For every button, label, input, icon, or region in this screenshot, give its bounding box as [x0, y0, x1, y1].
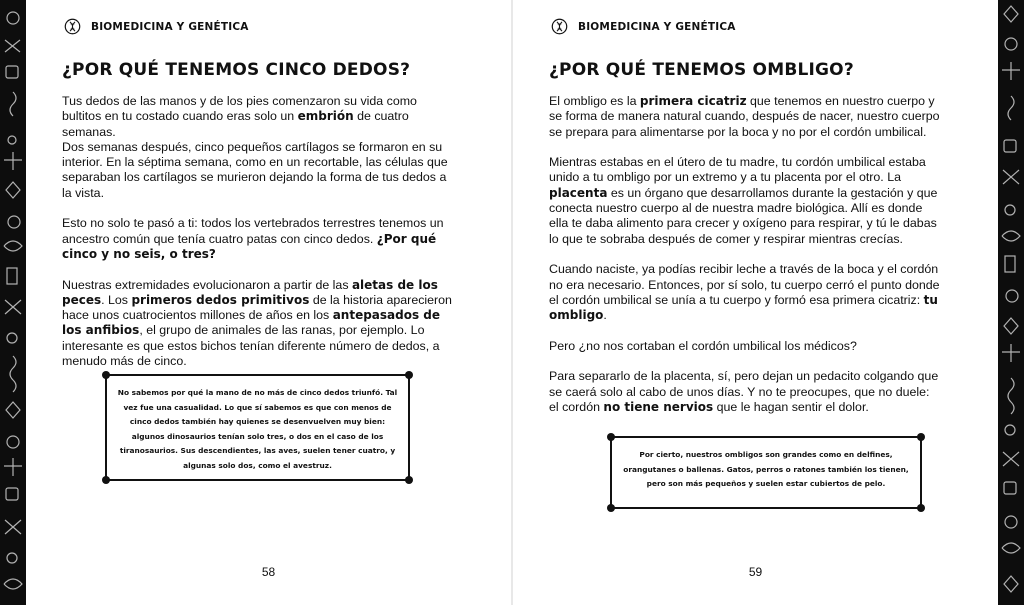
corner-dot: [405, 371, 413, 379]
doodle-pattern-icon: [998, 0, 1024, 605]
info-box-text: No sabemos por qué la mano de no más de cinco dedos triunfó. Tal vez fue una casualidad. Lo que sí sabemos es que con menos de cinco dedos también hay quienes se desenvuelven muy bien: algunos dinosaurios tenían solo tres, o dos en el caso de los tiranosaurios. Sus descendientes, las aves, suelen tener cuatro, y algunas solo dos, como el avestruz.: [117, 388, 398, 470]
page-number: 58: [261, 565, 276, 579]
section-title: BIOMEDICINA Y GENÉTICA: [578, 20, 736, 33]
corner-dot: [607, 504, 615, 512]
left-page: [26, 0, 511, 605]
doodle-pattern-icon: [0, 0, 26, 605]
page-heading: ¿POR QUÉ TENEMOS CINCO DEDOS?: [62, 60, 411, 80]
dna-circle-icon: [64, 18, 81, 35]
corner-dot: [917, 433, 925, 441]
paragraph: Tus dedos de las manos y de los pies comenzaron su vida como bultitos en tu costado cuando eras solo un embrión de cuatro semanas. Dos semanas después, cinco pequeños cartílagos se formaron en su interior. En la séptima semana, como en un recortable, las células que separaban los cartílagos se murieron dejando la forma de tus dedos a la vista.: [62, 94, 448, 200]
page-number: 59: [748, 565, 763, 579]
left-decorative-strip: [0, 0, 26, 605]
info-box-text: Por cierto, nuestros ombligos son grandes como en delfines, orangutanes o ballenas. Gatos, perros o ratones también los tienen, pero son más pequeños y suelen estar cubiertos de pelo.: [623, 450, 909, 488]
info-box: [105, 374, 410, 481]
emphasis: aletas de los peces: [62, 277, 438, 307]
emphasis: primeros dedos primitivos: [131, 292, 310, 307]
corner-dot: [917, 504, 925, 512]
running-header: [551, 18, 736, 35]
emphasis: tu ombligo: [549, 292, 938, 323]
paragraph: Nuestras extremidades evolucionaron a partir de las aletas de los peces. Los primeros dedos primitivos de la historia aparecieron hace unos cuatrocientos millones de años en los antepasados de los anfibios, el grupo de animales de las ranas, por ejemplo. Lo interesante es que estos bichos tenían diferente número de dedos, a menudo más de cinco.: [62, 277, 452, 369]
running-header: [64, 18, 249, 35]
emphasis: primera cicatriz: [639, 94, 747, 108]
emphasis: ¿Por qué cinco y no seis, o tres?: [62, 231, 437, 261]
body-text: [62, 94, 458, 385]
paragraph: Esto no solo te pasó a ti: todos los vertebrados terrestres tenemos un ancestro común que tenía cuatro patas con cinco dedos. ¿Por qué cinco y no seis, o tres?: [62, 216, 444, 261]
paragraph: Para separarlo de la placenta, sí, pero dejan un pedacito colgando que se caerá solo al cabo de unos días. Y no te preocupes, que no duele: el cordón no tiene nervios que le hagan sentir el dolor.: [549, 369, 939, 414]
paragraph: El ombligo es la primera cicatriz que tenemos en nuestro cuerpo y se forma de manera natural cuando, después de nacer, nuestro cuerpo se prepara para alimentarse por la boca y no por el cordón umbilical.: [549, 94, 940, 139]
right-page: [513, 0, 998, 605]
right-decorative-strip: [998, 0, 1024, 605]
paragraph: Pero ¿no nos cortaban el cordón umbilical los médicos?: [549, 338, 857, 353]
paragraph: Mientras estabas en el útero de tu madre, tu cordón umbilical estaba unido a tu ombligo por un extremo y a tu placenta por el otro. La placenta es un órgano que desarrollamos durante la gestación y que conecta nuestro cuerpo al de nuestra madre biológica. Allí es donde ella te daba alimento para crecer y oxígeno para respirar, y tú le dabas lo que te sobraba después de comer y respirar mientras crecías.: [549, 155, 938, 246]
emphasis: antepasados de los anfibios: [62, 308, 441, 338]
emphasis: no tiene nervios: [603, 399, 714, 414]
corner-dot: [607, 433, 615, 441]
corner-dot: [102, 476, 110, 484]
emphasis: embrión: [297, 109, 354, 124]
section-title: BIOMEDICINA Y GENÉTICA: [91, 20, 249, 33]
emphasis: placenta: [549, 185, 608, 200]
paragraph: Cuando naciste, ya podías recibir leche a través de la boca y el cordón no era necesario. Entonces, por sí solo, tu cuerpo cerró el punto donde el cordón umbilical se unía a tu cuerpo y formó esa primera cicatriz: tu ombligo.: [549, 262, 940, 323]
corner-dot: [102, 371, 110, 379]
page-heading: ¿POR QUÉ TENEMOS OMBLIGO?: [549, 60, 854, 80]
body-text: [549, 94, 941, 431]
dna-circle-icon: [551, 18, 568, 35]
info-box: [610, 436, 922, 509]
corner-dot: [405, 476, 413, 484]
